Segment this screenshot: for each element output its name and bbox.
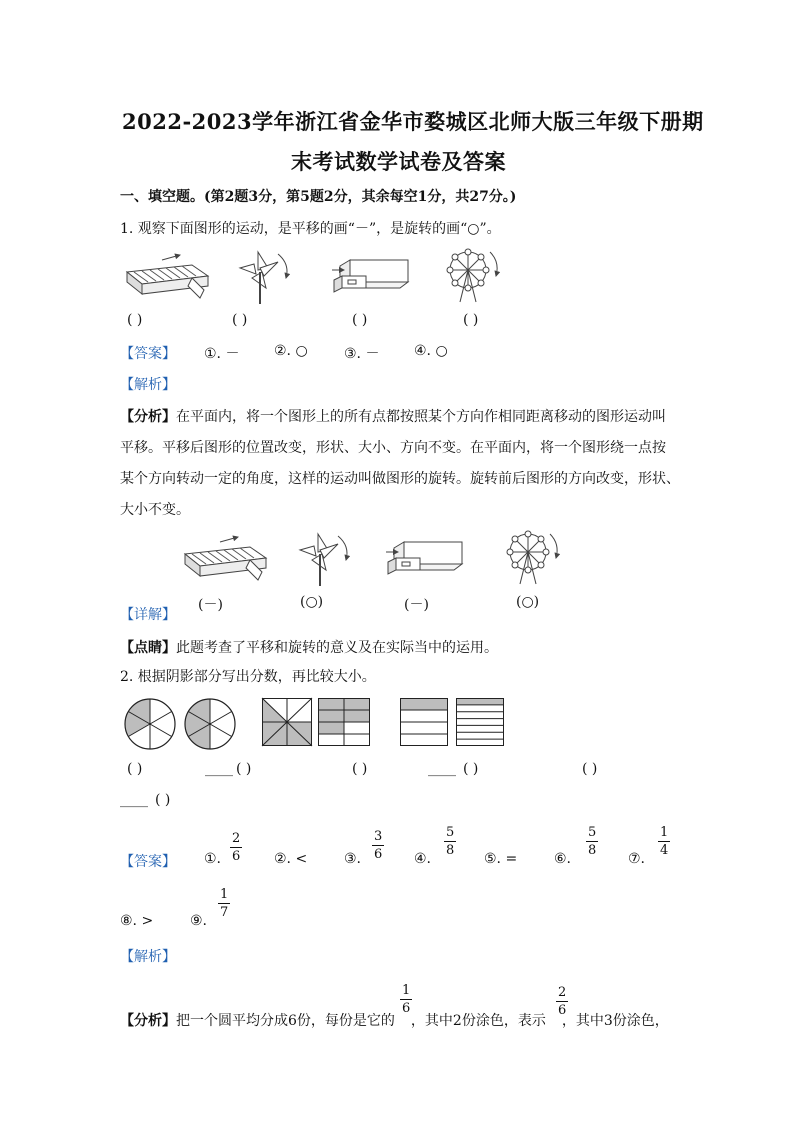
q2-answer-label: 【答案】 (120, 854, 176, 870)
q2-analysis-fraction-1 (400, 984, 412, 1015)
q2-analysis-prefix: 【分析】 (120, 1013, 176, 1029)
title-line-1: 2022-2023学年浙江省金华市婺城区北师大版三年级下册期 (122, 109, 704, 134)
square-5-of-8 (262, 698, 312, 746)
q1-blank-1[interactable]: ( ) (127, 312, 143, 328)
q2-answer-9-fraction (218, 888, 230, 919)
section-heading: 一、填空题。(第2题3分，第5题2分，其余每空1分，共27分。) (120, 189, 517, 205)
q2-compare-1[interactable]: ____ (205, 761, 233, 777)
q1-detail-label: 【详解】 (120, 607, 176, 623)
q1-analysis-label: 【解析】 (120, 377, 176, 393)
q2-answer-8-value: > (141, 913, 154, 929)
q1-blank-3[interactable]: ( ) (352, 312, 368, 328)
q2-analysis-text-c: ，其中3份涂色， (561, 1013, 669, 1029)
q2-analysis-line (120, 1010, 669, 1030)
fraction-denominator: 6 (402, 1001, 411, 1016)
abacus-figure-detail (180, 532, 270, 588)
fraction-numerator: 5 (588, 825, 597, 840)
q2-blank-2[interactable]: ( ) (236, 761, 252, 777)
q2-answer-5-index: ⑤. (484, 851, 502, 867)
fraction-numerator: 2 (232, 831, 241, 846)
strips-1-of-4 (400, 698, 448, 746)
fraction-denominator: 6 (374, 847, 383, 862)
fraction-denominator: 6 (232, 849, 241, 864)
q2-stem: 2. 根据阴影部分写出分数，再比较大小。 (120, 669, 376, 685)
fraction-numerator: 1 (402, 983, 411, 998)
q1-analysis-line-2: 平移。平移后图形的位置改变，形状、大小、方向不变。在平面内，将一个图形绕一点按 (120, 440, 666, 456)
abacus-figure (122, 250, 212, 306)
q1-detail-mark-4: (○) (516, 594, 540, 610)
q1-detail-mark-1: (－) (198, 597, 223, 613)
q2-answer-7-fraction (658, 826, 670, 857)
q1-comment-label: 【点睛】 (120, 640, 176, 656)
q1-comment-text: 此题考查了平移和旋转的意义及在实际当中的运用。 (176, 640, 498, 656)
q1-answer-1: ①. － (204, 346, 240, 362)
title-line-2: 末考试数学试卷及答案 (291, 149, 506, 174)
q2-answer-6-index: ⑥. (554, 851, 572, 867)
q2-blank-4[interactable]: ( ) (463, 761, 479, 777)
grid-5-of-8 (318, 698, 370, 746)
q2-analysis-label: 【解析】 (120, 949, 176, 965)
q2-answer-9-index: ⑨. (190, 913, 208, 929)
q2-answer-3-fraction (372, 830, 384, 861)
fraction-numerator: 5 (446, 825, 455, 840)
q2-compare-2[interactable]: ____ (428, 761, 456, 777)
drawer-figure (330, 254, 412, 302)
q1-analysis-prefix: 【分析】 (120, 409, 176, 425)
q2-blank-3[interactable]: ( ) (352, 761, 368, 777)
q2-analysis-text-b: ，其中2份涂色，表示 (410, 1013, 546, 1029)
q2-compare-3[interactable]: ____ (120, 792, 148, 808)
q1-blank-4[interactable]: ( ) (463, 312, 479, 328)
ferris-wheel-figure-detail (500, 528, 564, 586)
q2-answer-4-fraction (444, 826, 456, 857)
q1-detail-mark-3: (－) (404, 597, 429, 613)
q1-answer-label: 【答案】 (120, 346, 176, 362)
q1-answer-2: ②. ○ (274, 343, 308, 359)
q2-answer-7-index: ⑦. (628, 851, 646, 867)
q1-analysis-text-1: 在平面内，将一个图形上的所有点都按照某个方向作相同距离移动的图形运动叫 (176, 409, 666, 425)
fraction-numerator: 1 (220, 887, 229, 902)
pinwheel-figure-detail (298, 530, 356, 588)
q2-answer-8-index: ⑧. (120, 913, 138, 929)
q2-analysis-fraction-2 (556, 986, 568, 1017)
q2-blank-1[interactable]: ( ) (127, 761, 143, 777)
q2-answer-5-value: = (505, 851, 518, 867)
q1-analysis-line-1 (120, 406, 666, 426)
q2-answer-5 (484, 851, 517, 867)
q1-answer-4: ④. ○ (414, 343, 448, 359)
q2-answer-2 (274, 851, 307, 867)
q1-blank-2[interactable]: ( ) (232, 312, 248, 328)
ferris-wheel-figure (440, 246, 504, 304)
q2-answer-3-index: ③. (344, 851, 362, 867)
q1-analysis-line-4: 大小不变。 (120, 502, 190, 518)
q1-detail-mark-2: (○) (300, 594, 324, 610)
fraction-denominator: 8 (446, 843, 455, 858)
q2-answer-6-fraction (586, 826, 598, 857)
fraction-denominator: 6 (558, 1003, 567, 1018)
fraction-numerator: 1 (660, 825, 669, 840)
q1-analysis-line-3: 某个方向转动一定的角度，这样的运动叫做图形的旋转。旋转前后图形的方向改变，形状、 (120, 471, 680, 487)
pinwheel-figure (238, 248, 296, 306)
fraction-numerator: 3 (374, 829, 383, 844)
q2-answer-1-index: ①. (204, 851, 222, 867)
q2-answer-4-index: ④. (414, 851, 432, 867)
q2-answer-2-index: ②. (274, 851, 292, 867)
q1-stem: 1. 观察下面图形的运动，是平移的画“－”，是旋转的画“○”。 (120, 221, 501, 237)
q2-answer-8 (120, 913, 153, 929)
q2-analysis-text-a: 把一个圆平均分成6份，每份是它的 (176, 1013, 395, 1029)
q2-answer-1-fraction (230, 832, 242, 863)
q1-answer-3: ③. － (344, 346, 380, 362)
fraction-denominator: 8 (588, 843, 597, 858)
circle-3-of-6 (184, 698, 236, 750)
q1-comment (120, 637, 498, 657)
circle-2-of-6 (124, 698, 176, 750)
q2-blank-5[interactable]: ( ) (582, 761, 598, 777)
fraction-denominator: 4 (660, 843, 669, 858)
fraction-denominator: 7 (220, 905, 229, 920)
q2-answer-2-value: < (295, 851, 308, 867)
strips-1-of-7 (456, 698, 504, 746)
q2-blank-6[interactable]: ( ) (155, 792, 171, 808)
drawer-figure-detail (384, 536, 466, 584)
fraction-numerator: 2 (558, 985, 567, 1000)
